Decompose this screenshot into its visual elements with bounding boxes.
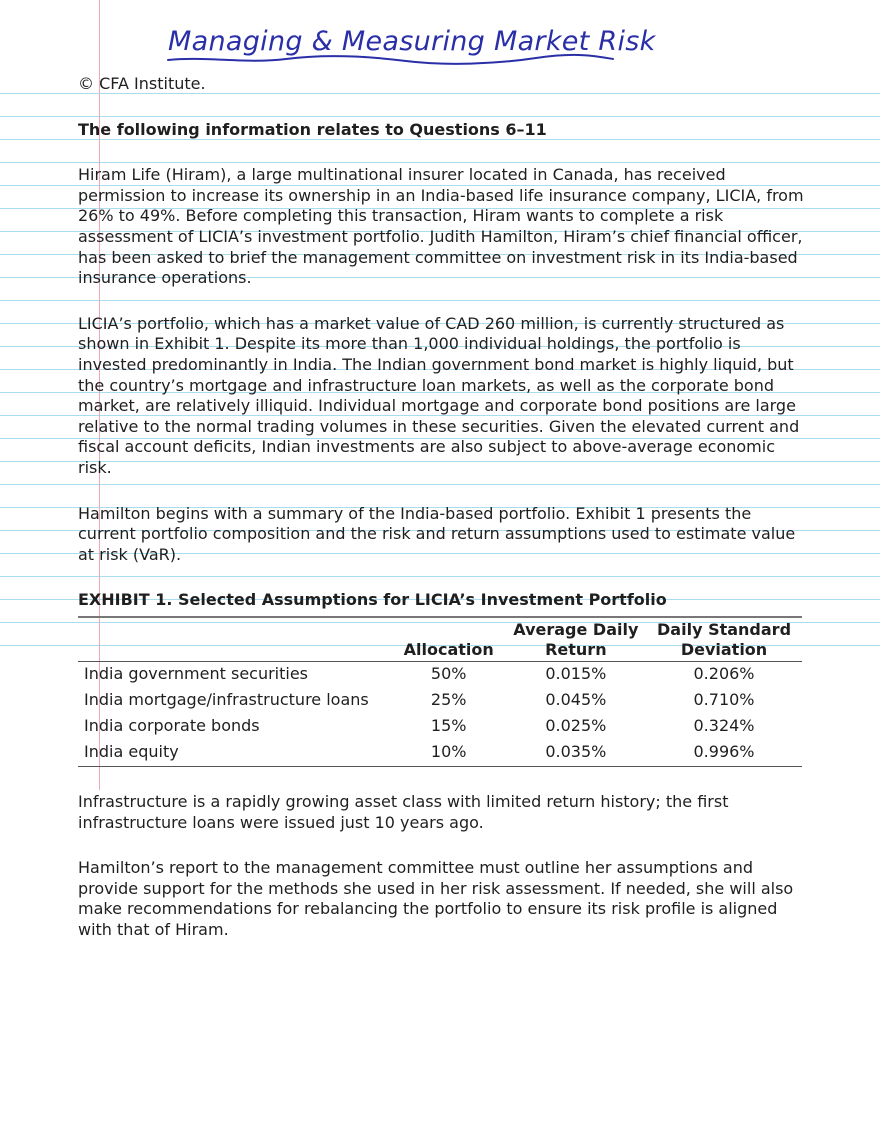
header-cell-label	[78, 617, 392, 662]
table-row	[78, 688, 802, 714]
table-row	[78, 714, 802, 740]
table-row	[78, 740, 802, 767]
closing-paragraph-1: Infrastructure is a rapidly growing asset class with limited return history; the first infrastructure loans were issued just 10 years ago.	[78, 792, 729, 832]
table-row	[78, 662, 802, 689]
asset-class-cell: India mortgage/infrastructure loans	[84, 690, 369, 710]
intro-paragraph-3: Hamilton begins with a summary of the India-based portfolio. Exhibit 1 presents the current portfolio composition and the risk and return assumptions used to estimate value at risk (VaR).	[78, 503, 796, 564]
closing-paragraph-2: Hamilton’s report to the management committee must outline her assumptions and provide support for the methods she used in her risk assessment. If needed, she will also make recommendations for rebalancing the portfolio to ensure its risk profile is aligned with that of Hiram.	[78, 858, 794, 940]
exhibit-header-row	[78, 617, 802, 662]
daily-standard-deviation-cell: 0.996%	[693, 742, 755, 762]
handwritten-heading: Managing & Measuring Market Risk	[168, 26, 656, 57]
average-daily-return-cell: 0.015%	[545, 664, 607, 684]
average-daily-return-cell: 0.025%	[545, 716, 607, 736]
exhibit-title: EXHIBIT 1. Selected Assumptions for LICIA’s Investment Portfolio	[78, 590, 667, 610]
header-cell-average-daily-return: Average Daily Return	[513, 619, 639, 660]
daily-standard-deviation-cell: 0.324%	[693, 716, 755, 736]
daily-standard-deviation-cell: 0.206%	[693, 664, 755, 684]
average-daily-return-cell: 0.035%	[545, 742, 607, 762]
average-daily-return-cell: 0.045%	[545, 690, 607, 710]
asset-class-cell: India equity	[84, 742, 179, 762]
header-cell-allocation: Allocation	[403, 640, 494, 660]
exhibit-table	[78, 616, 802, 767]
asset-class-cell: India government securities	[84, 664, 309, 684]
copyright-notice: © CFA Institute.	[78, 74, 206, 93]
allocation-cell: 15%	[430, 716, 467, 736]
document-body	[78, 74, 806, 966]
allocation-cell: 10%	[430, 742, 467, 762]
intro-paragraph-2: LICIA’s portfolio, which has a market value of CAD 260 million, is currently structured as shown in Exhibit 1. Despite its more than 1,000 individual holdings, the portfolio is invested predominantly in India. The Indian government bond market is highly liquid, but the country’s mortgage and infrastructure loan markets, as well as the corporate bond market, are relatively illiquid. Individual mortgage and corporate bond positions are large relative to the normal trading volumes in these securities. Given the elevated current and fiscal account deficits, Indian investments are also subject to above-average economic risk.	[78, 313, 800, 477]
allocation-cell: 50%	[430, 664, 467, 684]
daily-standard-deviation-cell: 0.710%	[693, 690, 755, 710]
header-cell-daily-standard-deviation: Daily Standard Deviation	[657, 619, 792, 660]
intro-paragraph-1: Hiram Life (Hiram), a large multinational insurer located in Canada, has received permission to increase its ownership in an India-based life insurance company, LICIA, from 26% to 49%. Before completing this transaction, Hiram wants to complete a risk assessment of LICIA’s investment portfolio. Judith Hamilton, Hiram’s chief financial officer, has been asked to brief the management committee on investment risk in its India-based insurance operations.	[78, 165, 804, 288]
asset-class-cell: India corporate bonds	[84, 716, 260, 736]
section-title: The following information relates to Questions 6–11	[78, 119, 547, 139]
heading-underline-squiggle	[166, 52, 616, 68]
allocation-cell: 25%	[430, 690, 467, 710]
